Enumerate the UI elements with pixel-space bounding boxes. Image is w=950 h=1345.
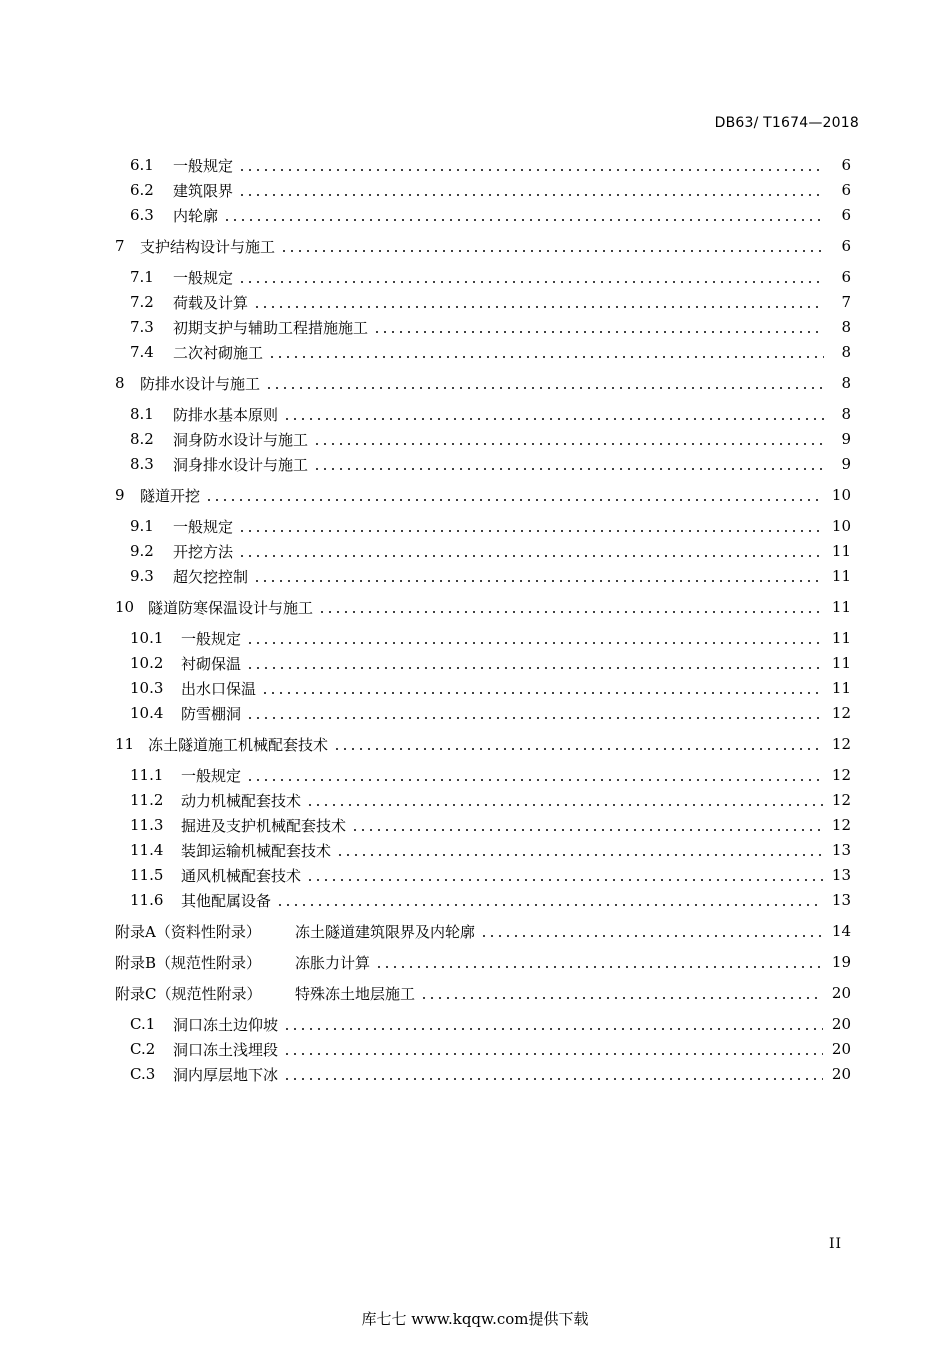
toc-number: 7: [115, 237, 125, 255]
toc-title: 一般规定: [181, 629, 242, 648]
toc-title: 掘进及支护机械配套技术: [181, 816, 347, 835]
toc-number: 9.1: [130, 517, 154, 535]
toc-entry[interactable]: [130, 1013, 851, 1035]
toc-number: C.1: [130, 1015, 156, 1033]
toc-title: 一般规定: [181, 766, 242, 785]
dot-leader: [333, 748, 823, 750]
dot-leader: [253, 306, 824, 308]
toc-number: 11.6: [130, 891, 164, 909]
toc-entry[interactable]: [130, 266, 851, 288]
toc-page-number: 8: [841, 405, 851, 423]
toc-number: C.2: [130, 1040, 156, 1058]
toc-number: 10.1: [130, 629, 164, 647]
toc-page-number: 14: [831, 922, 851, 940]
toc-page-number: 11: [831, 679, 851, 697]
toc-entry[interactable]: [130, 341, 851, 363]
toc-entry[interactable]: [115, 951, 851, 973]
toc-title: 防雪棚洞: [181, 704, 242, 723]
toc-page-number: 13: [831, 841, 851, 859]
toc-entry[interactable]: [115, 484, 851, 506]
dot-leader: [276, 904, 823, 906]
toc-page-number: 6: [841, 181, 851, 199]
dot-leader: [420, 997, 823, 999]
toc-page-number: 6: [841, 268, 851, 286]
toc-title: 特殊冻土地层施工: [295, 984, 416, 1003]
toc-number: 附录A（资料性附录）: [115, 922, 261, 941]
toc-title: 洞口冻土边仰坡: [173, 1015, 279, 1034]
dot-leader: [246, 779, 823, 781]
toc-title: 开挖方法: [173, 542, 234, 561]
toc-page-number: 20: [831, 984, 851, 1002]
toc-entry[interactable]: [130, 1038, 851, 1060]
toc-title: 洞内厚层地下冰: [173, 1065, 279, 1084]
toc-number: 附录C（规范性附录）: [115, 984, 262, 1003]
toc-title: 一般规定: [173, 268, 234, 287]
toc-number: 9.3: [130, 567, 154, 585]
toc-title: 通风机械配套技术: [181, 866, 302, 885]
dot-leader: [268, 356, 824, 358]
toc-entry[interactable]: [130, 316, 851, 338]
page-number: II: [829, 1236, 843, 1252]
toc-entry[interactable]: [130, 814, 851, 836]
toc-title: 衬砌保温: [181, 654, 242, 673]
toc-entry[interactable]: [130, 403, 851, 425]
toc-entry[interactable]: [115, 235, 851, 257]
toc-page-number: 6: [841, 206, 851, 224]
toc-entry[interactable]: [130, 677, 851, 699]
dot-leader: [351, 829, 823, 831]
toc-number: 10.4: [130, 704, 164, 722]
toc-page-number: 12: [831, 766, 851, 784]
toc-number: 7.4: [130, 343, 154, 361]
toc-page-number: 19: [831, 953, 851, 971]
toc-title: 冻土隧道施工机械配套技术: [148, 735, 329, 754]
dot-leader: [238, 281, 824, 283]
toc-entry[interactable]: [130, 540, 851, 562]
toc-page-number: 12: [831, 816, 851, 834]
toc-entry[interactable]: [130, 565, 851, 587]
toc-page-number: 11: [831, 654, 851, 672]
toc-number: 8.3: [130, 455, 154, 473]
toc-title: 一般规定: [173, 517, 234, 536]
toc-page-number: 12: [831, 704, 851, 722]
dot-leader: [205, 499, 823, 501]
toc-page-number: 20: [831, 1040, 851, 1058]
toc-page-number: 6: [841, 237, 851, 255]
toc-number: C.3: [130, 1065, 156, 1083]
dot-leader: [238, 530, 823, 532]
toc-entry[interactable]: [130, 291, 851, 313]
toc-entry[interactable]: [130, 889, 851, 911]
dot-leader: [306, 804, 823, 806]
dot-leader: [480, 935, 823, 937]
toc-title: 超欠挖控制: [173, 567, 249, 586]
dot-leader: [313, 443, 824, 445]
toc-entry[interactable]: [130, 864, 851, 886]
toc-number: 7.3: [130, 318, 154, 336]
toc-entry[interactable]: [130, 1063, 851, 1085]
dot-leader: [246, 642, 823, 644]
toc-page-number: 10: [831, 486, 851, 504]
dot-leader: [261, 692, 823, 694]
toc-title: 洞身排水设计与施工: [173, 455, 309, 474]
toc-page-number: 7: [841, 293, 851, 311]
toc-title: 冻胀力计算: [295, 953, 371, 972]
toc-title: 洞身防水设计与施工: [173, 430, 309, 449]
toc-title: 荷载及计算: [173, 293, 249, 312]
dot-leader: [283, 418, 824, 420]
dot-leader: [306, 879, 823, 881]
toc-page-number: 8: [841, 374, 851, 392]
toc-page-number: 11: [831, 567, 851, 585]
toc-title: 一般规定: [173, 156, 234, 175]
toc-title: 隧道防寒保温设计与施工: [148, 598, 314, 617]
toc-number: 7.2: [130, 293, 154, 311]
toc-number: 10: [115, 598, 135, 616]
toc-title: 出水口保温: [181, 679, 257, 698]
download-watermark: 库七七 www.kqqw.com提供下载: [361, 1310, 589, 1328]
toc-page-number: 13: [831, 866, 851, 884]
toc-number: 6.1: [130, 156, 154, 174]
toc-page-number: 12: [831, 735, 851, 753]
toc-page-number: 12: [831, 791, 851, 809]
dot-leader: [238, 194, 824, 196]
dot-leader: [238, 555, 823, 557]
dot-leader: [238, 169, 824, 171]
toc-number: 11.1: [130, 766, 164, 784]
toc-number: 11: [115, 735, 135, 753]
toc-number: 6.3: [130, 206, 154, 224]
toc-entry[interactable]: [130, 428, 851, 450]
toc-entry[interactable]: [115, 982, 851, 1004]
toc-number: 9.2: [130, 542, 154, 560]
toc-title: 内轮廓: [173, 206, 219, 225]
toc-number: 6.2: [130, 181, 154, 199]
toc-page-number: 8: [841, 343, 851, 361]
toc-number: 8: [115, 374, 125, 392]
toc-page-number: 10: [831, 517, 851, 535]
toc-entry[interactable]: [130, 453, 851, 475]
toc-page-number: 20: [831, 1015, 851, 1033]
toc-entry[interactable]: [115, 372, 851, 394]
dot-leader: [253, 580, 823, 582]
toc-title: 洞口冻土浅埋段: [173, 1040, 279, 1059]
dot-leader: [373, 331, 824, 333]
toc-number: 8.1: [130, 405, 154, 423]
dot-leader: [375, 966, 823, 968]
toc-entry[interactable]: [130, 179, 851, 201]
dot-leader: [280, 250, 824, 252]
toc-entry[interactable]: [115, 733, 851, 755]
toc-entry[interactable]: [115, 596, 851, 618]
dot-leader: [318, 611, 823, 613]
toc-page-number: 11: [831, 598, 851, 616]
dot-leader: [313, 468, 824, 470]
toc-number: 11.3: [130, 816, 164, 834]
toc-entry[interactable]: [130, 154, 851, 176]
toc-page-number: 20: [831, 1065, 851, 1083]
dot-leader: [336, 854, 823, 856]
toc-entry[interactable]: [130, 839, 851, 861]
toc-entry[interactable]: [130, 515, 851, 537]
toc-title: 装卸运输机械配套技术: [181, 841, 332, 860]
toc-title: 防排水基本原则: [173, 405, 279, 424]
toc-title: 其他配属设备: [181, 891, 272, 910]
toc-page-number: 6: [841, 156, 851, 174]
toc-entry[interactable]: [130, 652, 851, 674]
toc-title: 防排水设计与施工: [140, 374, 261, 393]
toc-page-number: 11: [831, 629, 851, 647]
toc-entry[interactable]: [130, 789, 851, 811]
dot-leader: [246, 667, 823, 669]
toc-page-number: 9: [841, 430, 851, 448]
toc-entry[interactable]: [130, 702, 851, 724]
toc-number: 11.5: [130, 866, 164, 884]
toc-page-number: 11: [831, 542, 851, 560]
toc-entry[interactable]: [130, 204, 851, 226]
toc-number: 8.2: [130, 430, 154, 448]
toc-number: 9: [115, 486, 125, 504]
toc-title: 支护结构设计与施工: [140, 237, 276, 256]
toc-title: 二次衬砌施工: [173, 343, 264, 362]
dot-leader: [283, 1078, 823, 1080]
toc-number: 10.2: [130, 654, 164, 672]
toc-entry[interactable]: [130, 627, 851, 649]
toc-number: 附录B（规范性附录）: [115, 953, 262, 972]
toc-page-number: 8: [841, 318, 851, 336]
toc-number: 11.4: [130, 841, 164, 859]
toc-title: 隧道开挖: [140, 486, 201, 505]
dot-leader: [283, 1053, 823, 1055]
toc-title: 冻土隧道建筑限界及内轮廓: [295, 922, 476, 941]
toc-page-number: 13: [831, 891, 851, 909]
dot-leader: [246, 717, 823, 719]
toc-page-number: 9: [841, 455, 851, 473]
dot-leader: [223, 219, 824, 221]
toc-title: 建筑限界: [173, 181, 234, 200]
toc-number: 10.3: [130, 679, 164, 697]
toc-number: 7.1: [130, 268, 154, 286]
toc-entry[interactable]: [130, 764, 851, 786]
toc-entry[interactable]: [115, 920, 851, 942]
toc-number: 11.2: [130, 791, 164, 809]
toc-title: 动力机械配套技术: [181, 791, 302, 810]
toc-title: 初期支护与辅助工程措施施工: [173, 318, 369, 337]
document-code: DB63/ T1674—2018: [714, 115, 859, 131]
dot-leader: [265, 387, 824, 389]
dot-leader: [283, 1028, 823, 1030]
